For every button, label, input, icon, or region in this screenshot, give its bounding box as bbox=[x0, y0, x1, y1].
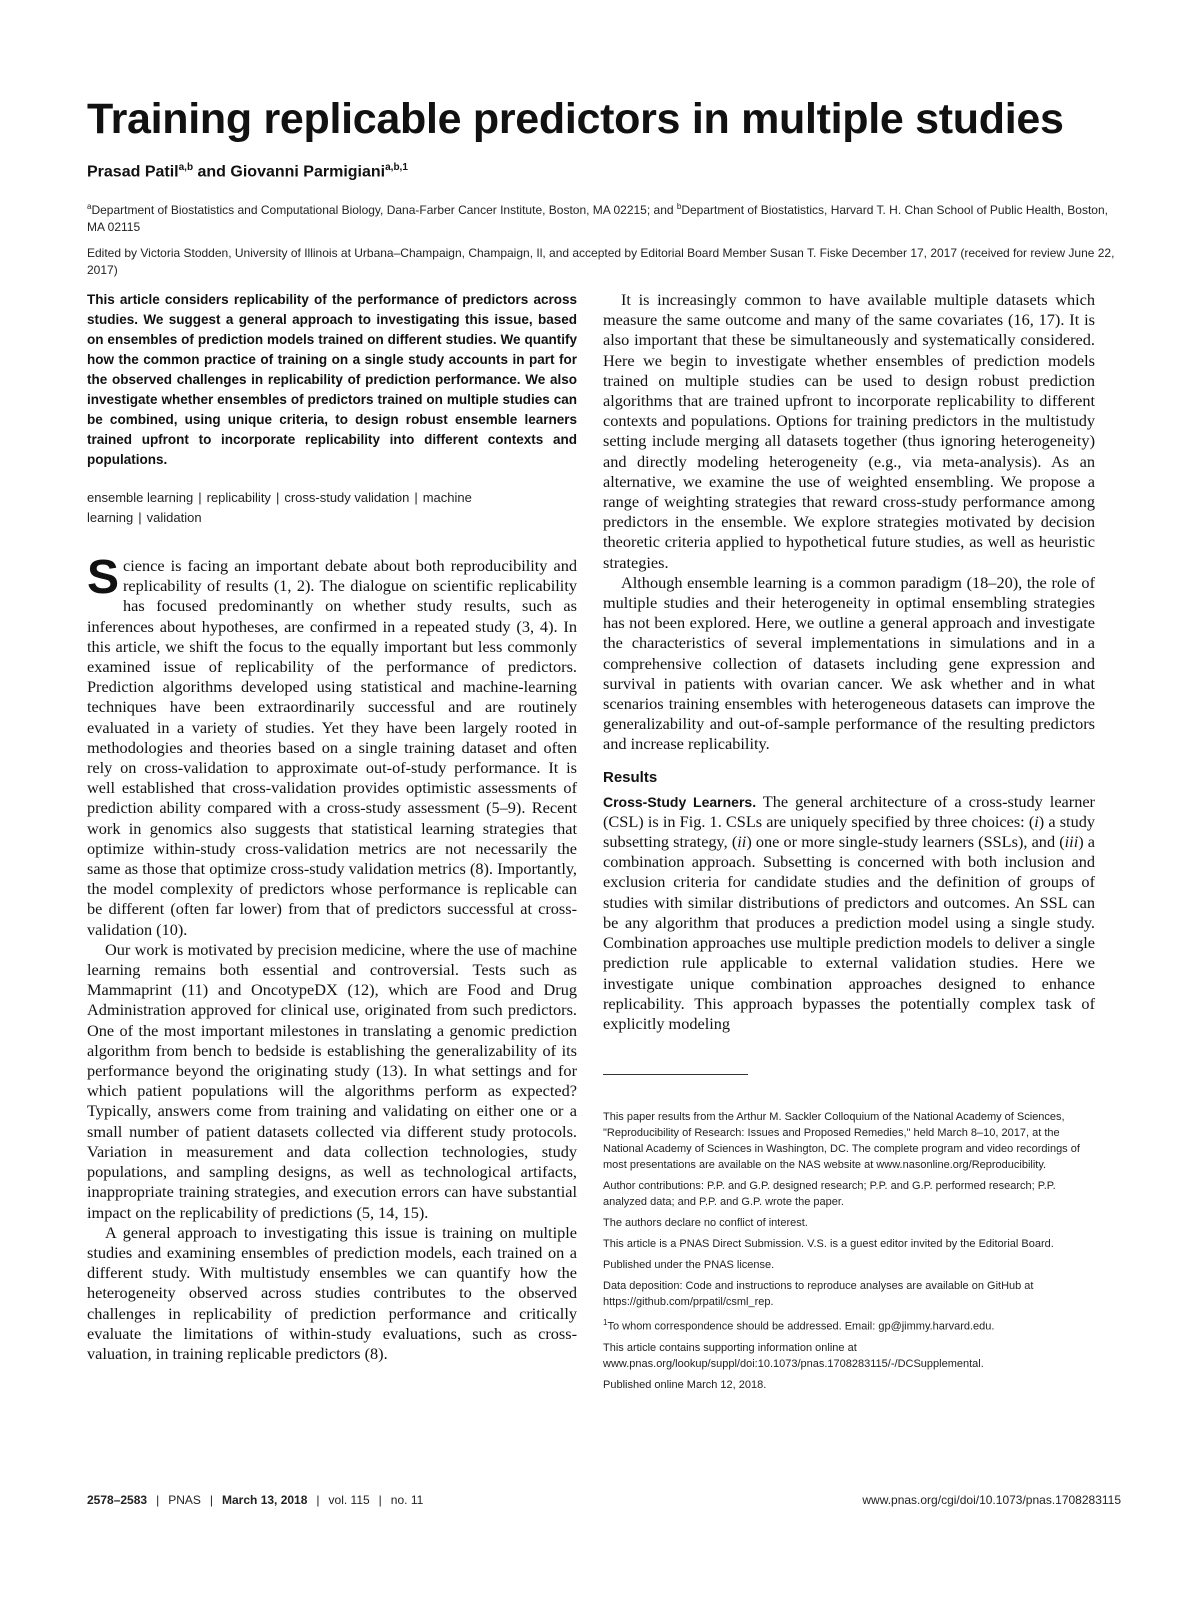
footnote-direct-submission: This article is a PNAS Direct Submission. V.S. is a guest editor invited by the Editorial Board. bbox=[603, 1238, 1054, 1251]
keyword-separator: | bbox=[414, 490, 418, 505]
footnote-contributions: Author contributions: P.P. and G.P. designed research; P.P. and G.P. performed research; P.P. analyzed data; and P.P. and G.P. wrote the paper. bbox=[603, 1180, 1056, 1209]
drop-cap: S bbox=[87, 551, 120, 604]
right-column bbox=[603, 290, 1095, 1398]
keyword[interactable]: machine learning bbox=[87, 490, 472, 525]
volume: vol. 115 bbox=[328, 1493, 370, 1507]
author-name[interactable]: Giovanni Parmigiani bbox=[230, 163, 386, 181]
keyword[interactable]: ensemble learning bbox=[87, 490, 194, 505]
abstract: This article considers replicability of the performance of predictors across studies. We suggest a general approach to investigating this issue, based on ensembles of prediction models trained on different studies. We quantify how the common practice of training on a single study accounts in part for the observed challenges in replicability of prediction performance. We also investigate whether ensembles of predictors trained on multiple studies can be combined, using unique criteria, to design robust ensemble learners trained upfront to incorporate replicability into different contexts and populations. bbox=[87, 292, 577, 467]
body-paragraph: Our work is motivated by precision medicine, where the use of machine learning remains both essential and controversial. Tests such as Mammaprint (11) and OncotypeDX (12), which are Food and Drug Administration approved for clinical use, originated from such predictors. One of the most important milestones in translating a genomic prediction algorithm from bench to bedside is establishing the generalizability of its performance beyond the originating study (13). In what settings and for which patient populations will the algorithms perform as expected? Typically, answers come from training and validating on either one or a small number of patient datasets collected via different study protocols. Variation in measurement and data collection technologies, study populations, and sampling designs, as well as technological artifacts, inappropriate training strategies, and execution errors can have substantial impact on the replicability of predictions (5, 14, 15). bbox=[87, 939, 577, 1222]
body-paragraph: Although ensemble learning is a common paradigm (18–20), the role of multiple studies and their heterogeneity in optimal ensembling strategies has not been explored. Here, we outline a general approach and investigate the characteristics of several implementations in simulations and in a comprehensive collection of datasets including gene expression and survival in patients with ovarian cancer. We ask whether and in what scenarios training ensembles with heterogeneous datasets can improve the generalizability and out-of-sample performance of the resulting predictors and increase replicability. bbox=[603, 572, 1095, 754]
body-paragraph bbox=[87, 551, 577, 940]
footer-separator: | bbox=[156, 1493, 160, 1507]
editorial-note: Edited by Victoria Stodden, University of Illinois at Urbana–Champaign, Champaign, Il, and accepted by Editorial Board Member Susan T. Fiske December 17, 2017 (received for review June 22, 2017) bbox=[87, 246, 1115, 277]
page-footer-citation bbox=[87, 1493, 423, 1507]
author-conjunction: and bbox=[193, 163, 231, 181]
affiliation-mark: b bbox=[676, 202, 682, 211]
paragraph-text: ) a study subsetting strategy, ( bbox=[603, 811, 1095, 852]
keyword[interactable]: validation bbox=[146, 510, 202, 525]
keyword-separator: | bbox=[198, 490, 202, 505]
footnote-license: Published under the PNAS license. bbox=[603, 1259, 775, 1272]
paragraph-text: ) a combination approach. Subsetting is concerned with both inclusion and exclusion criteria for candidate studies and the definition of groups of studies with similar distributions of predictors and outcomes. An SSL can be any algorithm that produces a prediction model using a single study. Combination approaches use multiple prediction models to deliver a single prediction rule applicable to external validation studies. Here we investigate unique combination approaches designed to enhance replicability. This approach bypasses the potentially complex task of explicitly modeling bbox=[603, 832, 1095, 1033]
paragraph-text: The general architecture of a cross-study learner (CSL) is in Fig. 1. CSLs are uniquely specified by three choices: ( bbox=[603, 791, 1095, 831]
footnote-mark: 1 bbox=[603, 1318, 608, 1328]
affiliation-text: Department of Biostatistics, Harvard T. H. Chan School of Public Health, Boston, MA 02115 bbox=[87, 203, 1108, 234]
author-affiliation-marks: a,b,1 bbox=[385, 162, 408, 173]
keywords bbox=[87, 488, 577, 528]
footnote-divider bbox=[603, 1074, 748, 1075]
doi-link[interactable]: www.pnas.org/cgi/doi/10.1073/pnas.1708283115 bbox=[862, 1493, 1121, 1507]
keyword[interactable]: replicability bbox=[206, 490, 271, 505]
article-title: Training replicable predictors in multiple studies bbox=[87, 95, 1064, 143]
footer-separator: | bbox=[316, 1493, 320, 1507]
issue-date: March 13, 2018 bbox=[222, 1493, 308, 1507]
footnote-supporting: This article contains supporting information online at www.pnas.org/lookup/suppl/doi:10.1073/pnas.1708283115/-/DCSupplemental. bbox=[603, 1341, 984, 1370]
footnote-correspondence bbox=[603, 1315, 1095, 1335]
affiliation-mark: a bbox=[87, 202, 92, 211]
footnote-data-deposition: Data deposition: Code and instructions to reproduce analyses are available on GitHub at https://github.com/prpatil/csml_rep. bbox=[603, 1280, 1034, 1309]
paragraph-text: cience is facing an important debate about both reproducibility and replicability of results (1, 2). The dialogue on scientific replicability has focused predominantly on whether study results, such as inferences about hypotheses, are confirmed in a repeated study (3, 4). In this article, we shift the focus to the equally important but less commonly examined issue of replicability of the performance of predictors. Prediction algorithms developed using statistical and machine-learning techniques have been extraordinarily successful and are routinely evaluated in a variety of studies. Yet they have been largely rooted in methodologies and theories based on a single training dataset and often rely on cross-validation to approximate out-of-study performance. It is well established that cross-validation provides optimistic assessments of prediction ability compared with a cross-study assessment (5–9). Recent work in genomics also suggests that statistical learning strategies that optimize within-study cross-validation metrics are not necessarily the same as those that optimize cross-study validation metrics (8). Importantly, the model complexity of predictors whose performance is replicable can be different (often far lower) from that of predictors successful at cross-validation (10). bbox=[87, 556, 577, 939]
left-column bbox=[87, 290, 577, 1364]
footnote-colloquium: This paper results from the Arthur M. Sackler Colloquium of the National Academy of Sciences, "Reproducibility of Research: Issues and Proposed Remedies," held March 8–10, 2017, at the National Academy of Sciences in Washington, DC. The complete program and video recordings of most presentations are available on the NAS website at www.nasonline.org/Reproducibility. bbox=[603, 1111, 1080, 1172]
issue-number: no. 11 bbox=[390, 1493, 424, 1507]
keyword-separator: | bbox=[138, 510, 142, 525]
affiliations bbox=[87, 198, 1117, 236]
keyword-separator: | bbox=[275, 490, 280, 505]
enumeration: ii bbox=[737, 832, 747, 852]
author-affiliation-marks: a,b bbox=[178, 162, 194, 173]
footnote-text: To whom correspondence should be addressed. Email: gp@jimmy.harvard.edu. bbox=[607, 1320, 995, 1333]
affiliation-text: Department of Biostatistics and Computational Biology, Dana-Farber Cancer Institute, Boston, MA 02215; and bbox=[91, 203, 677, 217]
section-heading: Results bbox=[603, 768, 658, 786]
author-name[interactable]: Prasad Patil bbox=[87, 163, 179, 181]
body-paragraph bbox=[603, 792, 1095, 1034]
body-paragraph: It is increasingly common to have available multiple datasets which measure the same outcome and many of the same covariates (16, 17). It is also important that these be simultaneously and systematically considered. Here we begin to investigate whether ensembles of prediction models trained on multiple studies can be used to design robust prediction algorithms that are trained upfront to incorporate replicability to different contexts and populations. Options for training predictors in the multistudy setting include merging all datasets together (thus ignoring heterogeneity) and directly modeling heterogeneity (e.g., via meta-analysis). As an alternative, we examine the use of weighted ensembling. We propose a range of weighting strategies that reward cross-study performance among predictors in the ensemble. We explore strategies motivated by decision theoretic criteria applied to hypothetical future studies, as well as heuristic strategies. bbox=[603, 290, 1095, 572]
journal-name: PNAS bbox=[168, 1493, 201, 1507]
footnote-published-online: Published online March 12, 2018. bbox=[603, 1378, 767, 1391]
paragraph-text: ) one or more single-study learners (SSLs), and ( bbox=[746, 832, 1065, 852]
page-range: 2578–2583 bbox=[87, 1493, 148, 1507]
subsection-heading: Cross-Study Learners. bbox=[603, 793, 757, 810]
author-line bbox=[87, 162, 408, 181]
enumeration: iii bbox=[1064, 832, 1079, 852]
enumeration: i bbox=[1034, 811, 1039, 831]
footer-separator: | bbox=[209, 1493, 214, 1507]
body-paragraph: A general approach to investigating this issue is training on multiple studies and examining ensembles of prediction models, each trained on a different study. With multistudy ensembles we can quantify how the heterogeneity observed across studies contributes to the observed challenges in replicability of prediction performance and critically evaluate the limitations of within-study evaluations, such as cross-valuation, in training replicable predictors (8). bbox=[87, 1222, 577, 1363]
footer-separator: | bbox=[378, 1493, 382, 1507]
keyword[interactable]: cross-study validation bbox=[284, 490, 410, 505]
footnote-conflict: The authors declare no conflict of interest. bbox=[603, 1217, 808, 1230]
